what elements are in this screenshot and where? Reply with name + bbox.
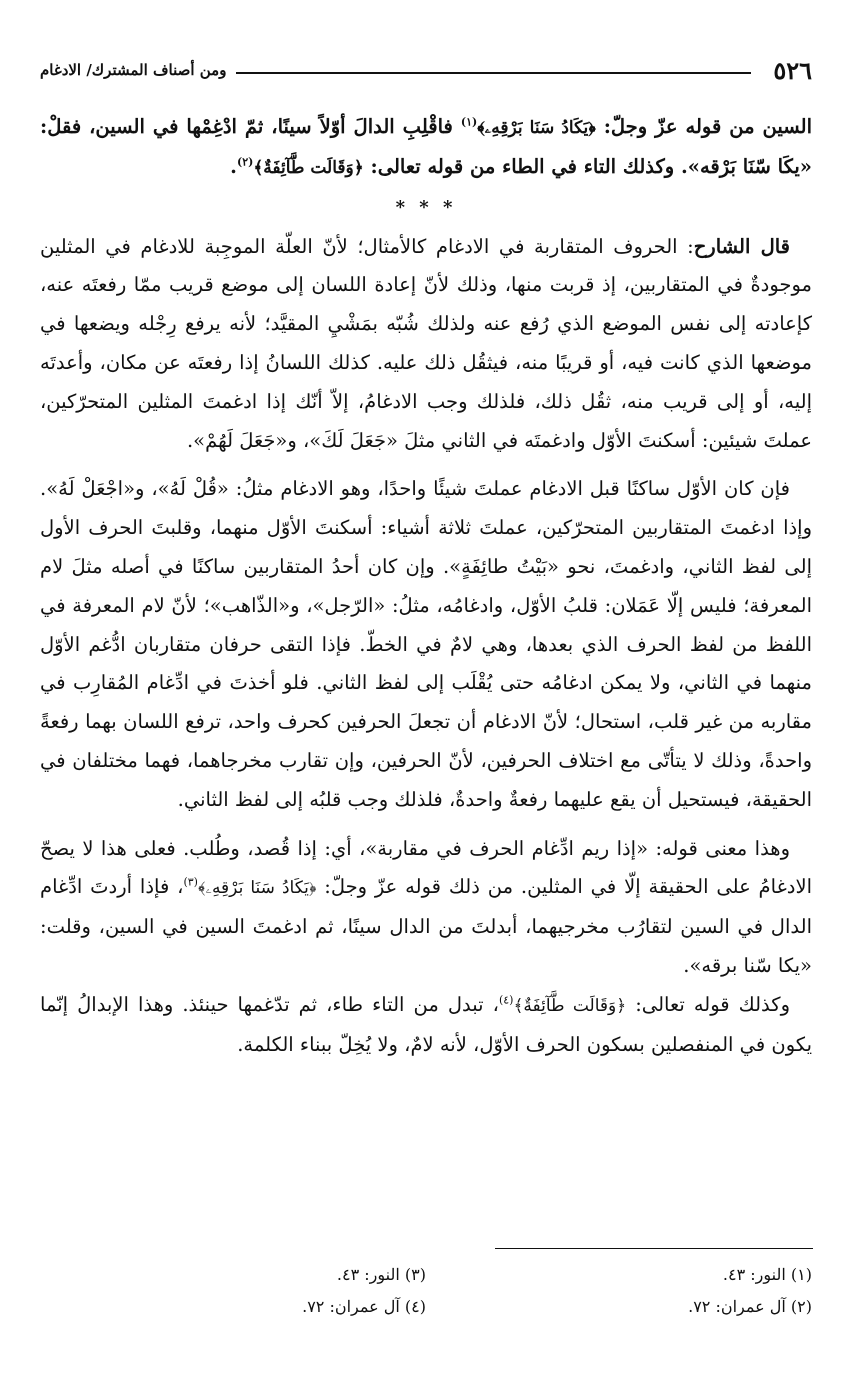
header-rule bbox=[236, 72, 751, 74]
paragraph-text: ، تبدل من التاء طاء، ثم تدّغمها حينئذ. وهذا الإبدالُ إنّما يكون في المنفصلين بسكون الحرف الأوّل، لأنه لامٌ، ولا يُخِلّ ببناء الكلمة. bbox=[40, 992, 812, 1056]
footnote-ref: (٤) bbox=[498, 993, 514, 1007]
footnotes bbox=[40, 1262, 812, 1320]
footnote: (٤) آل عمران: ٧٢. bbox=[302, 1297, 426, 1316]
footnote: (١) النور: ٤٣. bbox=[722, 1265, 812, 1284]
commentary-paragraph bbox=[40, 986, 812, 1065]
commentary-paragraph bbox=[40, 830, 812, 986]
quran-quote: ﴿وَقَالَت طَّآئِفَةٌ﴾ bbox=[253, 157, 364, 178]
quran-quote: ﴿يَكَادُ سَنَا بَرْقِهِۦ﴾ bbox=[197, 878, 317, 899]
running-title: ومن أصناف المشترك/ الادغام bbox=[40, 61, 227, 79]
section-separator: * * * bbox=[395, 196, 457, 218]
page-body bbox=[40, 108, 812, 1064]
paragraph-text: وهذا معنى قوله: «إذا ريم ادِّغام الحرف في مقاربة»، أي: إذا قُصد، وطُلب. فعلى هذا لا يصحّ الادغامُ على الحقيقة إلّا في المثلين. من ذلك قوله عزّ وجلّ: bbox=[40, 836, 812, 899]
matn-segment: . bbox=[230, 154, 237, 178]
paragraph-text: : الحروف المتقاربة في الادغام كالأمثال؛ لأنّ العلّة الموجِبة للادغام في المثلين موجودةٌ في المتقاربين، إذ قربت منها، وذلك لأنّ إعادة اللسان إلى موضع قريب ممّا رفعتَه عنه، كإعادته إلى نفس الموضع الذي رُفع عنه ولذلك شُبّه بمَشْيِ المقيَّد؛ لأنه يرفع رِجْله ويضعها في موضعها الذي كانت فيه، أو قريبًا منه، فيثقُل ذلك عليه. كذلك اللسانُ إذا رفعتَه عن مكان، وأعدتَه إليه، أو إلى قريب منه، ثقُل ذلك، فلذلك وجب الادغامُ، إلاّ أنّك إذا ادغمتَ المثلين المتحرّكين، عملتَ شيئين: أسكنتَ الأوّل وادغمتَه في الثاني مثلَ «جَعَلَ لَكَ»، و«جَعَلَ لَهُمْ». bbox=[40, 234, 812, 452]
paragraph-text: ، فإذا أردتَ ادِّغام الدال في السين لتقارُب مخرجيهما، أبدلتَ من الدال سينًا، ثم ادغمتَ السين في السين، وقلت: «يكا سّنا برقه». bbox=[40, 875, 812, 977]
commentary-paragraph bbox=[40, 228, 812, 461]
matn-segment: السين من قوله عزّ وجلّ: bbox=[595, 115, 813, 138]
footnote-ref: (١) bbox=[460, 115, 478, 129]
matn-text bbox=[40, 108, 812, 188]
commentator-label: قال الشارح bbox=[693, 234, 791, 258]
footnote-rule bbox=[495, 1248, 813, 1249]
page-number: ٥٢٦ bbox=[773, 55, 812, 85]
footnote-ref: (٣) bbox=[183, 875, 198, 889]
quran-quote: ﴿وَقَالَت طَّآئِفَةٌ﴾ bbox=[513, 995, 627, 1016]
footnote: (٣) النور: ٤٣. bbox=[336, 1265, 426, 1284]
running-head bbox=[40, 52, 812, 88]
paragraph-text: وكذلك قوله تعالى: bbox=[626, 992, 790, 1016]
footnote: (٢) آل عمران: ٧٢. bbox=[688, 1297, 812, 1316]
quran-quote: ﴿يَكَادُ سَنَا بَرْقِهِۦ﴾ bbox=[477, 118, 596, 138]
matn-segment: فاقْلِبِ الدالَ أوّلاً سينًا، ثمّ ادْغِمْها في السين، فقلْ: «يكَا سّنَا بَرْقه». وكذلك التاء في الطاء من قوله تعالى: bbox=[40, 115, 812, 178]
footnote-ref: (٢) bbox=[236, 155, 254, 169]
commentary-paragraph: فإن كان الأوّل ساكنًا قبل الادغام عملتَ شيئًا واحدًا، وهو الادغام مثلُ: «قُلْ لَهُ»، و«اجْعَلْ لَهُ». وإذا ادغمتَ المتقاربين المتحرّكين، عملتَ ثلاثة أشياء: أسكنتَ الأوّل منهما، وقلبتَ الحرف الأول إلى لفظ الثاني، وادغمتَ، نحو «بَيْتُ طائِفَةٍ». وإن كان أحدُ المتقاربين ساكنًا في أصله مثلَ لام المعرفة؛ فليس إلّا عَمَلان: قلبُ الأوّل، وادغامُه، مثلُ: «الرّجل»، و«الذّاهب»؛ لأنّ لام المعرفة في اللفظ من لفظ الحرف الذي بعدها، وهي لامٌ في الخطّ. فإذا التقى حرفان متقاربان ادُّغم الأوّل منهما في الثاني، ولا يمكن ادغامُه حتى يُقْلَب إلى لفظ الثاني. فلو أخذتَ في ادِّغام المُقارِب في مقاربه من غير قلب، استحال؛ لأنّ الادغام أن تجعلَ الحرفين كحرف واحد، ترفع اللسان بهما رفعةً واحدةً، وذلك لا يتأتّى مع اختلاف الحرفين، لأنّ الحرفين، وإن تقارب مخرجاهما، فهما مختلفان في الحقيقة، فيستحيل أن يقع عليهما رفعةٌ واحدةٌ، فلذلك وجب قلبُه إلى لفظ الثاني. bbox=[40, 477, 812, 811]
